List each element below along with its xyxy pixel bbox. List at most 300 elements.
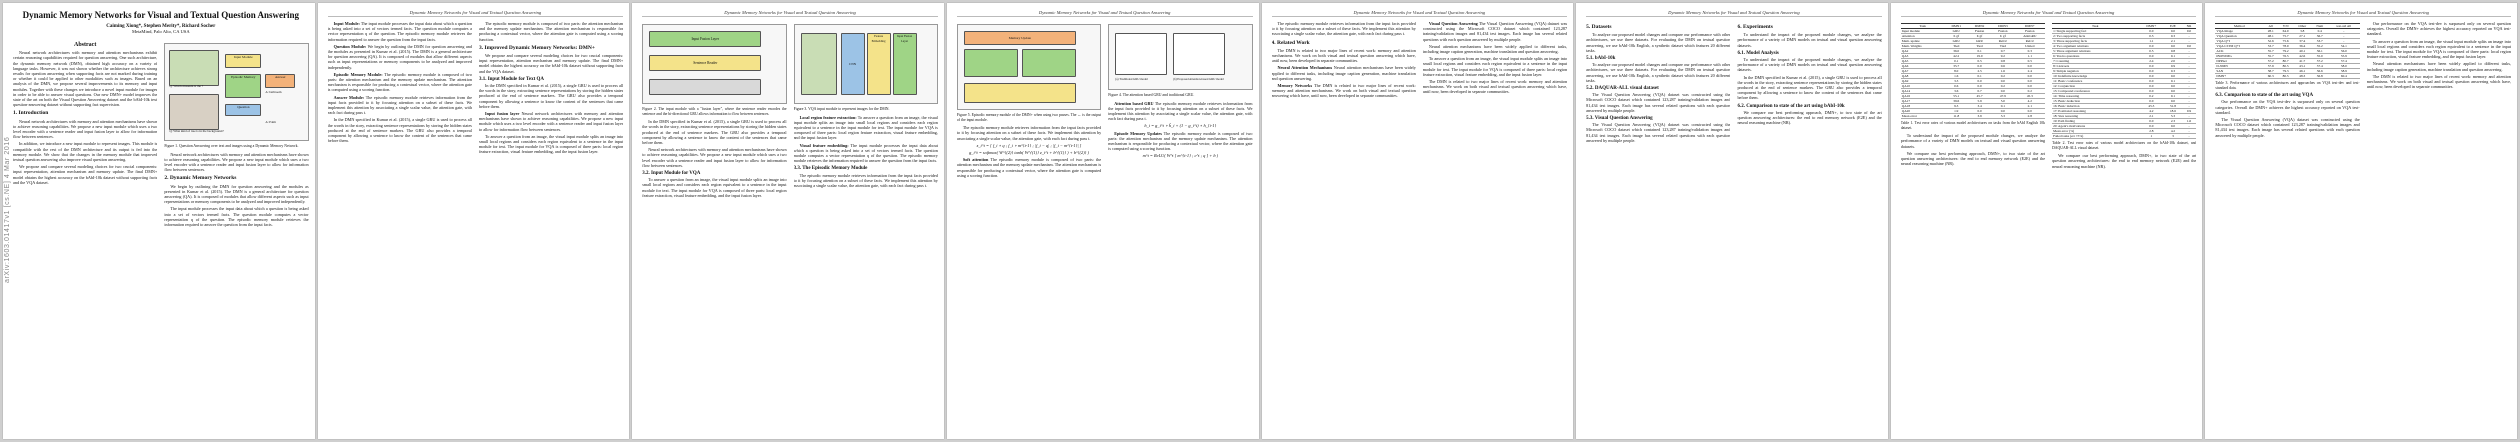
table-cell: 0.0 <box>2182 44 2197 49</box>
table-cell: 19: Path finding <box>2052 119 2138 124</box>
table-cell: 1.6 <box>2182 119 2197 124</box>
running-header: Dynamic Memory Networks for Visual and Textual Question Answering <box>642 9 938 17</box>
paragraph-text: The episodic memory module retrieves information from the input facts provided to it by focusing attention on a subset of these facts. We implement this attention by associating a single scalar value, the attention gate, with each fact during pass t. <box>1108 100 1253 122</box>
table-cell: QA16 <box>1901 94 1945 99</box>
paragraph: Our performance on the VQA test-dev is surpassed only on several question categories. Overall the DMN+ achieves the highest accuracy reported on VQA test-standard. <box>2215 99 2360 115</box>
paragraph: Neural network architectures with memory and attention mechanisms have shown to achieve reasoning capabilities. We propose a new input module which uses a two level encoder with a sentence reader and input fusion layer to allow for information flow between sentences. <box>13 118 158 140</box>
table-cell: 0.0 <box>1968 84 1991 89</box>
equation: m^t = ReLU( W^t [ m^{t-1} ; c^t ; q ] + b ) <box>1142 153 1219 159</box>
equation: g_i^t = softmax( W^{(2)} tanh( W^{(1)} z_i^t + b^{(1)} ) + b^{(2)} ) <box>969 150 1089 155</box>
table-cell: 55.7 <box>2263 54 2278 59</box>
figure-caption: Figure 4. The attention based GRU and traditional GRU. <box>1108 93 1195 97</box>
table-cell: 14: Time reasoning <box>2052 94 2138 99</box>
fig5-facts <box>964 83 1076 103</box>
table-cell: - <box>2328 39 2360 44</box>
table-cell: 5.3 <box>2164 114 2181 119</box>
paragraph: We compare our best performing approach, DMN+, to two state of the art question answering architectures: the end to end memory network (E2E) and the neural reasoning machine (NR). <box>1900 150 2046 167</box>
table-cell: 3.3 <box>1945 79 1968 84</box>
table-cell: 0.0 <box>2015 109 2046 114</box>
table-cell: 0.1 <box>2164 94 2181 99</box>
table-cell: - <box>2182 79 2197 84</box>
table-body <box>2052 29 2196 139</box>
table-cell: D-NMN <box>2215 64 2263 69</box>
paragraph: To answer a question from an image, the visual input module splits an image into small local regions and considers each region equivalent to a sentence in the input module for text. The input module for VQA is composed of three parts: local region feature extraction, visual feature embedding, and the input fusion layer. <box>2366 38 2511 60</box>
table-cell: 28.1 <box>2263 29 2278 34</box>
fig4-label-a: (a) Traditional GRU model <box>1115 77 1148 81</box>
paragraph-text: The DMN is related to two major lines of recent work: memory and attention mechanisms. We work on both visual and textual question answering which have, until now, been developed in separate communities. <box>1271 83 1416 99</box>
table-cell: 13: Compound coreference <box>2052 89 2138 94</box>
table-cell: 2.3 <box>2164 119 2181 124</box>
paper-authors: Caiming Xiong*, Stephen Merity*, Richard Socher <box>106 24 216 29</box>
fig1-answer-box: Answer <box>265 74 295 88</box>
paragraph-text: The episodic memory module retrieves information from the input facts provided to it by focusing attention on a subset of these facts. We implement this attention by associating a single scalar value, the attention gate, with each fact during pass t. <box>327 94 472 116</box>
table-cell: 0.0 <box>1991 89 2014 94</box>
subsection-heading: 5.1. bAbI-10k <box>1586 56 1616 62</box>
arxiv-id: arXiv:1603.01417v1 [cs.NE] 4 Mar 2016 <box>4 136 11 283</box>
table-cell: 78.9 <box>2278 44 2293 49</box>
fig5-episode-2 <box>1022 49 1076 77</box>
table-cell: 36.1 <box>2311 49 2328 54</box>
table-header-cell: Method <box>2215 24 2263 29</box>
paragraph: The Visual Question Answering (VQA) dataset was constructed using the Microsoft COCO dataset which contained 123,287 training/validation images and 81,434 test images. Each image has several related questions with each question answered by multiple people. <box>1586 92 1731 113</box>
page-6-left-column <box>1586 21 1730 421</box>
table-cell: 0.0 <box>2138 74 2164 79</box>
table-cell: 2.0 <box>2164 59 2181 64</box>
table-cell: 1 <box>2138 134 2164 139</box>
table-cell: 54.1 <box>2328 44 2360 49</box>
paragraph <box>328 95 472 116</box>
paragraph: In the DMN specified in Kumar et al. (2015), a single GRU is used to process all the words in the story, extracting sentence representations by storing the hidden states produced at the end of sentence markers. The GRU also provides a temporal component by allowing a sentence to know the content of the sentences that came before them. <box>642 119 787 145</box>
inline-label: Visual feature embedding: <box>799 142 849 148</box>
table-row <box>2215 74 2359 79</box>
table-cell: iBOWIMG <box>2215 54 2263 59</box>
table-cell: 0.3 <box>2138 34 2164 39</box>
paragraph: We propose and compare several modeling choices for two crucial components: input representation, attention mechanism and memory update. The final DMN+ model obtains the highest accuracy on the bAbI-10k dataset without supporting facts and the VQA dataset. <box>13 164 158 185</box>
paragraph-text: The episodic memory module is composed of two parts: the attention mechanism and the memory update mechanism. The attention mechanism is responsible for producing a contextual vector, where the attention gate is computed using a scoring function. <box>1108 130 1253 152</box>
table-cell: 36.8 <box>2311 74 2328 79</box>
table-cell: - <box>2182 129 2197 134</box>
table-cell: 0.0 <box>2015 74 2046 79</box>
table-cell: - <box>2328 34 2360 39</box>
figure-image-placeholder <box>169 50 219 86</box>
paragraph <box>479 111 623 132</box>
table-row <box>1901 114 2045 119</box>
page-6 <box>1576 3 1888 439</box>
table-header-cell: NR <box>2182 24 2197 29</box>
table-cell: Attention <box>1901 34 1945 39</box>
table-cell: 0.0 <box>2164 29 2181 34</box>
paragraph-text: The episodic memory module is composed of two parts: the attention mechanism and the memory update mechanism. The attention mechanism is responsible for producing a contextual vector, where the attention gate is computed using a scoring function. <box>327 71 472 93</box>
table-cell: QA3 <box>1901 54 1945 59</box>
subsection-heading: 6.2. Comparison to state of the art using bAbI-10k <box>1737 103 1845 109</box>
table-cell: 53.7 <box>2263 44 2278 49</box>
table-header-cell: DMN1 <box>1945 24 1968 29</box>
page-8-left-column <box>2215 21 2359 421</box>
paragraph-text: The Visual Question Answering (VQA) dataset was constructed using the Microsoft COCO dataset which contained 123,287 training/validation images and 81,434 test images. Each image has several related questions with each question answered by multiple people. <box>1422 21 1568 42</box>
table-cell: 0.5 <box>1968 59 1991 64</box>
table-cell: ReLU <box>1991 39 2014 44</box>
table-cell: 0.0 <box>2164 99 2181 104</box>
page-4 <box>947 3 1259 439</box>
table-cell: 9.3 <box>1945 104 1968 109</box>
table-cell: 4.2 <box>2015 99 2046 104</box>
table-cell: QA2 <box>1901 49 1945 54</box>
table-cell: 39.6 <box>1945 99 1968 104</box>
table-header-cell: All <box>2263 24 2278 29</box>
table-cell: 35.7 <box>1945 64 1968 69</box>
page-1-right-column <box>164 40 308 439</box>
table-cell: 4: Two argument relations <box>2052 44 2138 49</box>
table-cell: 0.5 <box>2138 49 2164 54</box>
fig1-q1: Q: Which museum is the ? <box>169 84 204 88</box>
table-cell: 1.1 <box>2138 39 2164 44</box>
table-cell: Tied <box>1968 44 1991 49</box>
table-cell: 2.8 <box>2015 114 2046 119</box>
page-1 <box>3 3 315 439</box>
table-cell: VQA LSTM Q+I <box>2215 44 2263 49</box>
table-cell: - <box>2182 89 2197 94</box>
table-cell: 3: Three supporting facts <box>2052 39 2138 44</box>
table-cell: VQA Image <box>2215 29 2263 34</box>
inline-label: Episode Memory Updates <box>1114 130 1162 136</box>
table-cell: 80.7 <box>2278 59 2293 64</box>
table-cell: 2.1 <box>2138 114 2164 119</box>
table-header-cell: Y/N <box>2278 24 2293 29</box>
table-caption: Table 2. Test error rates of various model architectures on the bAbI-10k dataset, and DAQUAR-ALL visual dataset. <box>2052 141 2197 150</box>
table-header-cell: E2E <box>2164 24 2181 29</box>
fig3-feature-embedding: Feature Embedding <box>867 33 891 95</box>
table-cell: - <box>2328 29 2360 34</box>
table-cell: VQA Question <box>2215 34 2263 39</box>
table-cell: 0.2 <box>1991 84 2014 89</box>
table-cell: 1.6 <box>1945 74 1968 79</box>
paragraph: In the DMN specified in Kumar et al. (2015), a single GRU is used to process all the words in the story, extracting sentence representations by storing the hidden states produced at the end of sentence markers. The GRU also provides a temporal component by allowing a sentence to know the content of the sentences that came before them. <box>327 117 472 144</box>
table-cell: GRU <box>1968 39 1991 44</box>
table-cell: 0.0 <box>2138 54 2164 59</box>
subsection-heading: 5.3. Visual Question Answering <box>1586 116 1653 122</box>
figure-1 <box>164 43 308 141</box>
page-2-left-column <box>328 21 472 421</box>
table-cell: 0.0 <box>2138 64 2164 69</box>
table-cell: 5: Three argument relations <box>2052 49 2138 54</box>
fig1-input-box: Input Module <box>225 54 261 68</box>
table-cell: 0.2 <box>1991 74 2014 79</box>
paragraph: To understand the impact of the proposed module changes, we analyze the performance of a variety of DMN models on textual and visual question answering datasets. <box>1737 32 1882 48</box>
page-7-left-column <box>1901 21 2045 421</box>
table-cell: GRU <box>1945 39 1968 44</box>
inline-label: Visual Question Answering <box>1428 21 1478 26</box>
table-cell: 45.7 <box>1968 94 1991 99</box>
paragraph <box>1423 21 1567 42</box>
section-heading: 1. Introduction <box>13 110 49 117</box>
table-cell: 7: Counting <box>2052 59 2138 64</box>
paragraph <box>1108 131 1252 152</box>
paragraph: Neural attention mechanisms have been widely applied to different tasks, including image caption generation, machine translation and question answering. <box>2366 61 2511 72</box>
table-cell: 64.0 <box>2278 29 2293 34</box>
figure-caption: Figure 5. Episodic memory module of the DMN+ when using two passes. The ← is the output of the input module. <box>956 113 1102 122</box>
inline-label: Input fusion layer <box>484 111 520 117</box>
page-3 <box>632 3 944 439</box>
table-header-cell: DMN+ <box>2015 24 2046 29</box>
page-2-right-column <box>479 21 623 421</box>
paragraph: The DMN is related to two major lines of recent work: memory and attention mechanisms. We work on both visual and textual question answering which have, until now, been developed in separate communities. <box>1271 47 1416 64</box>
table-cell: Untied <box>2015 44 2046 49</box>
table-cell: 47.9 <box>1991 94 2014 99</box>
table-cell: 43.1 <box>2293 64 2311 69</box>
paragraph: The DMN is related to two major lines of recent work: memory and attention mechanisms. We work on both visual and textual question answering which have, until now, been developed in separate communities. <box>2366 73 2511 90</box>
fig4-traditional-gru <box>1115 33 1167 75</box>
figure-caption: Figure 1. Question Answering over text and images using a Dynamic Memory Network. <box>164 144 299 148</box>
table-cell: 36.0 <box>1945 49 1968 54</box>
fig4-attention-gru <box>1173 33 1225 75</box>
table-cell: 33.7 <box>2311 39 2328 44</box>
table-cell: 79.2 <box>2278 49 2293 54</box>
table-cell: 58.7 <box>2263 69 2278 74</box>
table-cell: 0.3 <box>2164 34 2181 39</box>
page-5-right-column <box>1423 21 1567 421</box>
table-cell: - <box>2182 64 2197 69</box>
table-cell: 0.0 <box>2015 79 2046 84</box>
inline-label: Local region feature extraction: <box>799 114 857 120</box>
fig1-a2: A: Palm <box>265 120 276 124</box>
table-cell: 80.5 <box>2278 64 2293 69</box>
table-cell: 0.1 <box>2164 54 2181 59</box>
page-1-left-column <box>13 40 157 439</box>
paragraph: The episodic memory module is composed of two parts: the attention mechanism and the memory update mechanism. The attention mechanism is responsible for producing a contextual vector, where the attention gate is computed using a scoring function. <box>478 21 624 42</box>
table-cell: GRU <box>1945 29 1968 34</box>
table-cell: QA6 <box>1901 64 1945 69</box>
table-cell: 3.6 <box>1945 89 1968 94</box>
figure-4 <box>1108 24 1252 90</box>
table-cell: 42.2 <box>1945 54 1968 59</box>
table-cell: 76.5 <box>2278 54 2293 59</box>
paragraph: In the DMN specified in Kumar et al. (2015), a single GRU is used to process all the words in the story, extracting sentence representations by storing the hidden states produced at the end of sentence markers. The GRU also provides a temporal component by allowing a sentence to know the content of the sentences that came before them. <box>1737 74 1882 101</box>
table-cell: 9: Simple negation <box>2052 69 2138 74</box>
running-header: Dynamic Memory Networks for Visual and Textual Question Answering <box>957 9 1253 17</box>
fig2-fusion-layer: Input Fusion Layer <box>649 31 761 47</box>
paragraph-text: We begin by outlining the DMN for question answering and the modules as presented in Kumar et al. (2015). The DMN is a general architecture for question answering (QA). It is composed of modules that allow different aspects such as input representations or memory components to be analyzed and improved independently. <box>327 43 472 70</box>
table-cell: Mem. Weights <box>1901 44 1945 49</box>
paragraph: To understand the impact of the proposed module changes, we analyze the performance of a variety of DMN models on textual and visual question answering datasets. <box>1737 57 1882 73</box>
table-cell: 35.2 <box>2311 44 2328 49</box>
table-cell: 10: Indefinite knowledge <box>2052 74 2138 79</box>
table-cell: 0.9 <box>2182 109 2197 114</box>
table-cell: 0.1 <box>1968 74 1991 79</box>
table-cell: 0.0 <box>2138 79 2164 84</box>
subsection-heading: 3.2. Input Module for VQA <box>642 171 701 177</box>
table-cell: 0.0 <box>2164 44 2181 49</box>
page-4-right-column <box>1108 21 1252 421</box>
table-cell: - <box>2182 94 2197 99</box>
table-cell: 42.6 <box>2293 54 2311 59</box>
paragraph-text: The input module processes the input data about which a question is being asked into a set of vectors termed facts. The question module computes a vector representation q of the question. The episodic memory module retrieves the information required to answer the question from the input facts. <box>793 142 938 164</box>
table-cell: 79.3 <box>2278 69 2293 74</box>
paragraph: We compare our best performing approach, DMN+, to two state of the art question answering architectures: the end to end memory network (E2E) and the neural reasoning machine (NR). <box>1737 109 1882 126</box>
table-header-cell: Task <box>1901 24 1945 29</box>
table-header-cell: DMN2 <box>1968 24 1991 29</box>
table-cell: Fusion <box>1968 29 1991 34</box>
inline-label: Attention based GRU <box>1114 100 1154 106</box>
table-cell: 18.6 <box>2164 109 2181 114</box>
paragraph: In the DMN specified in Kumar et al. (2015), a single GRU is used to process all the words in the story, extracting sentence representations by storing the hidden states produced at the end of sentence markers. The GRU also provides a temporal component by allowing a sentence to know the content of the sentences that came before them. <box>478 83 624 109</box>
paragraph: In addition, we introduce a new input module to represent images. This module is compatible with the rest of the DMN architecture and its output is fed into the memory module. We show that the changes in the memory module that improved textual question answering also improve visual question answering. <box>13 141 158 163</box>
fig1-q2: Q: What kind of tree is in the background? <box>169 129 224 133</box>
fig4-label-b: (b) Proposed Attention-based GRU model <box>1173 77 1224 81</box>
table-header-cell: Task <box>2052 24 2138 29</box>
table-cell: 0.0 <box>2182 29 2197 34</box>
running-header: Dynamic Memory Networks for Visual and Textual Question Answering <box>2215 9 2511 17</box>
table-cell: 18: Size reasoning <box>2052 114 2138 119</box>
page-2 <box>318 3 630 439</box>
paragraph <box>1108 101 1252 122</box>
figure-image-placeholder <box>169 94 219 130</box>
figure-2 <box>642 24 786 104</box>
subsection-heading: 6.3. Comparison to state of the art using VQA <box>2215 93 2314 99</box>
page-7-right-column <box>2052 21 2196 421</box>
table-header-cell: Other <box>2293 24 2311 29</box>
table-cell: 1.6 <box>1991 69 2014 74</box>
table-cell: 17: Positional reasoning <box>2052 109 2138 114</box>
paper-affiliation: MetaMind, Palo Alto, CA USA <box>131 29 190 34</box>
table-cell: 0.1 <box>2164 79 2181 84</box>
section-heading: 5. Datasets <box>1586 24 1612 30</box>
table-cell: 2: Two supporting facts <box>2052 34 2138 39</box>
page-5-left-column <box>1272 21 1416 421</box>
table-cell: 3.4 <box>1968 104 1991 109</box>
table-cell: 0.0 <box>2138 99 2164 104</box>
paragraph: We begin by outlining the DMN for question answering and the modules as presented in Kumar et al. (2015). The DMN is a general architecture for question answering (QA). It is composed of modules that allow different aspects such as input representations or memory components to be analyzed and improved independently. <box>164 183 309 205</box>
table-cell: 6: Yes/no questions <box>2052 54 2138 59</box>
table-cell: 12: Conjunction <box>2052 84 2138 89</box>
table-cell: 3.9 <box>1968 114 1991 119</box>
table-cell: 0.2 <box>2015 89 2046 94</box>
table-cell: - <box>2182 84 2197 89</box>
table-row <box>2052 134 2196 139</box>
table-cell: 2.1 <box>2015 104 2046 109</box>
table-cell: 0.0 <box>1968 109 1991 114</box>
paragraph <box>794 143 938 164</box>
paragraph: Our performance on the VQA test-dev is surpassed only on several question categories. Overall the DMN+ achieves the highest accuracy reported on VQA test-standard. <box>2366 21 2511 37</box>
page-6-right-column <box>1737 21 1881 421</box>
table-cell: 2.1 <box>2164 39 2181 44</box>
table-cell: 27.1 <box>2293 34 2311 39</box>
table-cell: 0.3 <box>2015 49 2046 54</box>
paragraph: The DMN is related to two major lines of recent work: memory and attention mechanisms. We work on both visual and textual question answering which have, until now, been developed in separate communities. <box>1422 79 1568 95</box>
table-cell: 57.4 <box>2328 59 2360 64</box>
figure-caption: Figure 3. VQA input module to represent images for the DMN. <box>793 107 890 111</box>
table-cell: 0.1 <box>1945 59 1968 64</box>
table-cell: 0.0 <box>1991 79 2014 84</box>
paragraph-text: The input module processes the input data about which a question is being asked into a set of vectors termed facts. The question module computes a vector representation q of the question. The episodic memory module retrieves the information required to answer the question from the input facts. <box>327 21 472 42</box>
table-cell: Mean error <box>1901 114 1945 119</box>
table-cell: Tied <box>1945 44 1968 49</box>
inline-label: Soft attention <box>962 157 989 163</box>
table-cell: Fusion <box>2015 29 2046 34</box>
table-cell: 48.3 <box>2293 74 2311 79</box>
table-cell: 15: Basic deduction <box>2052 99 2138 104</box>
fig1-question-box: Question <box>225 104 261 116</box>
table-cell: 48.1 <box>2263 34 2278 39</box>
table-cell: - <box>2182 54 2197 59</box>
table-cell: 1.1 <box>2015 54 2046 59</box>
paragraph-text: To answer a question from an image, the visual input module splits an image into small local regions and considers each region equivalent to a sentence in the input module for text. The input module for VQA is composed of three parts: local region feature extraction, visual feature embedding, and the input fusion layer. <box>793 114 938 141</box>
table-cell: QA20 <box>1901 109 1945 114</box>
page-8 <box>2205 3 2517 439</box>
paragraph: We propose and compare several modeling choices for two crucial components: input representation, attention mechanism and memory update. The final DMN+ model obtains the highest accuracy on the bAbI-10k dataset without supporting facts and the VQA dataset. <box>478 53 624 74</box>
page-4-left-column <box>957 21 1101 421</box>
paragraph: Neural attention mechanisms have been widely applied to different tasks, including image caption generation, machine translation and question answering. <box>1422 43 1568 55</box>
table-cell: 0.0 <box>2138 89 2164 94</box>
paragraph: To answer a question from an image, the visual input module splits an image into small local regions and considers each region equivalent to a sentence in the input module for text. The input module for VQA is composed of three parts: local region feature extraction, visual feature embedding, and the input fusion layer. <box>478 133 624 155</box>
page-5 <box>1262 3 1574 439</box>
table-cell: Tied <box>1991 44 2014 49</box>
fig2-sentence-reader: Sentence Reader <box>649 55 761 71</box>
table-cell: 58.0 <box>2328 64 2360 69</box>
paragraph: The episodic memory module retrieves information from the input facts provided to it by focusing attention on a subset of these facts. We implement this attention by associating a single scalar value, the attention gate, with each fact during pass t. <box>1271 21 1416 37</box>
paragraph-text: The episodic memory module is composed of two parts: the attention mechanism and the memory update mechanism. The attention mechanism is responsible for producing a contextual vector, where the attention gate is computed using a scoring function. <box>956 157 1102 178</box>
table-cell: 3.3 <box>1991 114 2014 119</box>
figure-3 <box>794 24 938 104</box>
table-cell: 51.8 <box>2164 104 2181 109</box>
table-cell: 1.9 <box>1945 109 1968 114</box>
fig1-episodic-box: Episodic Memory <box>225 74 261 98</box>
table-cell: QA10 <box>1901 84 1945 89</box>
table-cell: QA9 <box>1901 79 1945 84</box>
fig3-cnn: CNN <box>841 33 865 95</box>
table-header-cell: Num <box>2311 24 2328 29</box>
table-cell: 60.4 <box>2328 74 2360 79</box>
table-cell: 2.5 <box>1968 69 1991 74</box>
page-3-right-column <box>794 21 938 421</box>
table-cell: 0.6 <box>1991 64 2014 69</box>
fig1-a1: A: bathroom <box>265 90 282 94</box>
section-heading: 3. Improved Dynamic Memory Networks: DMN+ <box>478 44 596 51</box>
table-cell: 37.2 <box>2311 59 2328 64</box>
paragraph <box>328 21 472 42</box>
table-cell: - <box>2182 104 2197 109</box>
table-cell: Σ gf <box>1945 34 1968 39</box>
table-cell: QA17 <box>1901 99 1945 104</box>
table-cell: 0.0 <box>2164 89 2181 94</box>
table-cell: 0.0 <box>2164 124 2181 129</box>
paragraph: To answer a question from an image, the visual input module splits an image into small local regions and considers each region equivalent to a sentence in the input module for text. The input module for VQA is composed of three parts: local region feature extraction, visual feature embedding, and the input fusion layer. <box>1422 56 1568 77</box>
table-cell: 0.1 <box>1968 49 1991 54</box>
table-2 <box>2052 23 2196 139</box>
table-cell: - <box>2182 39 2197 44</box>
inline-label: Episodic Memory Module: <box>333 71 383 77</box>
table-cell: 9.2 <box>1991 54 2014 59</box>
table-cell: 37.4 <box>2293 39 2311 44</box>
table-cell: 57.9 <box>2263 64 2278 69</box>
table-cell: 52.6 <box>2263 39 2278 44</box>
inline-label: Input Module: <box>333 21 360 26</box>
table-cell: 80.5 <box>2278 74 2293 79</box>
arxiv-sidebar <box>3 83 12 283</box>
table-cell: Σ gf <box>1968 34 1991 39</box>
table-cell: 1: Single supporting fact <box>2052 29 2138 34</box>
table-cell: 0.0 <box>2138 119 2164 124</box>
figure-5 <box>957 24 1101 110</box>
table-cell: 0.0 <box>2138 44 2164 49</box>
table-header-row <box>2215 24 2359 29</box>
table-cell: AttnGRU <box>2015 34 2046 39</box>
table-cell: Σ gf <box>1991 34 2014 39</box>
fig3-fusion-layer: Input Fusion Layer <box>893 33 917 95</box>
table-cell: Mem. update <box>1901 39 1945 44</box>
page-8-right-column <box>2367 21 2511 421</box>
running-header: Dynamic Memory Networks for Visual and Textual Question Answering <box>1586 9 1882 17</box>
paragraph-text: Neural network architectures with memory and attention mechanisms have shown to achieve reasoning capabilities. We propose a new input module which uses a two level encoder with a sentence reader and input fusion layer to allow for information flow between sentences. <box>478 111 624 132</box>
